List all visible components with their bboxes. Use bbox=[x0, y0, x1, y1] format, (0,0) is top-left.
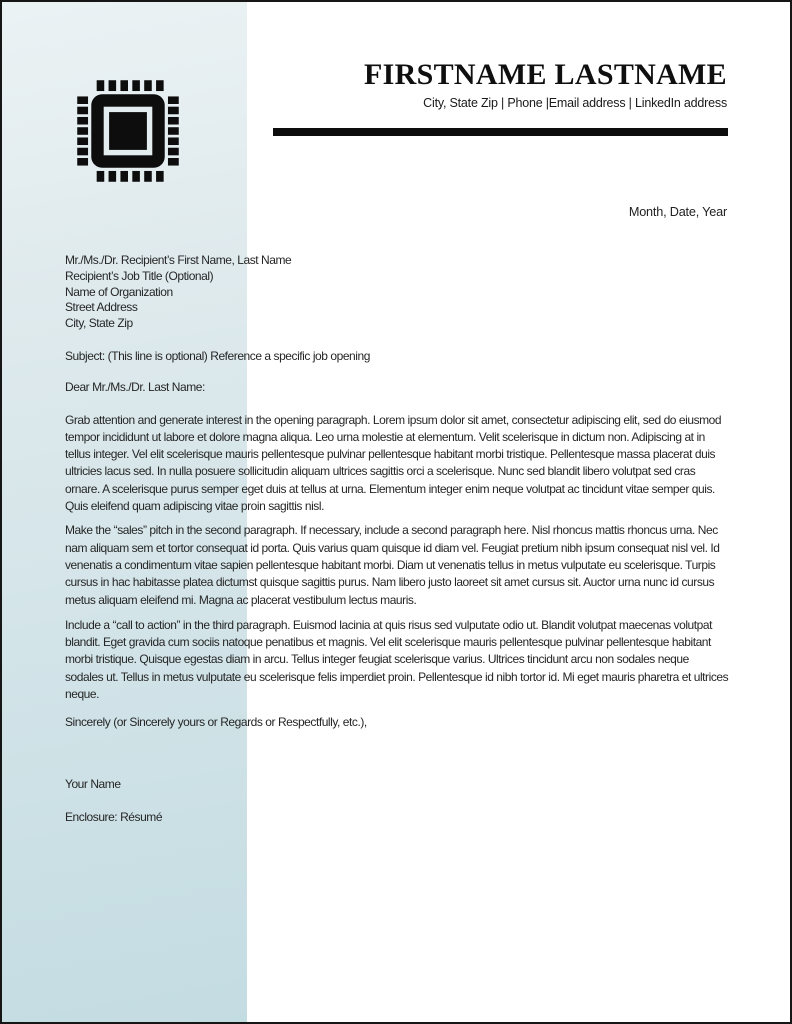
letterhead bbox=[364, 59, 727, 110]
recipient-name-line: Mr./Ms./Dr. Recipient’s First Name, Last Name bbox=[65, 253, 292, 267]
signature-name: Your Name bbox=[65, 776, 121, 791]
letter-body bbox=[65, 253, 729, 826]
recipient-street-line: Street Address bbox=[65, 300, 138, 315]
recipient-title-line: Recipient’s Job Title (Optional) bbox=[65, 268, 214, 283]
enclosure-note: Enclosure: Résumé bbox=[65, 809, 163, 824]
recipient-address-block bbox=[65, 253, 729, 332]
microchip-icon bbox=[73, 77, 183, 185]
body-paragraph-1: Grab attention and generate interest in the opening paragraph. Lorem ipsum dolor sit amet, consectetur adipiscing elit, sed do eiusmod tempor incididunt ut labore et dolore magna aliqua. Leo urna molestie at elementum. Velit scelerisque in dictum non. Adipiscing at in tellus integer. Vel elit scelerisque mauris pellentesque pulvinar pellentesque habitant morbi tristique. Pellentesque massa placerat duis ultricies lacus sed. In nulla posuere sollicitudin aliquam ultrices sagittis orci a scelerisque. Nunc sed blandit libero volutpat sed cras ornare. A scelerisque purus semper eget duis at tellus at urna. Elementum integer enim neque volutpat ac tincidunt vitae semper quis. Quis eleifend quam adipiscing vitae proin sagittis nisl. bbox=[65, 412, 722, 514]
salutation: Dear Mr./Ms./Dr. Last Name: bbox=[65, 379, 205, 394]
subject-line: Subject: (This line is optional) Reference a specific job opening bbox=[65, 348, 370, 363]
header-name: FIRSTNAME LASTNAME bbox=[364, 58, 727, 91]
header-divider-rule bbox=[273, 128, 728, 136]
header-contact-line: City, State Zip | Phone |Email address | LinkedIn address bbox=[423, 95, 727, 110]
recipient-city-line: City, State Zip bbox=[65, 316, 133, 331]
closing-line: Sincerely (or Sincerely yours or Regards or Respectfully, etc.), bbox=[65, 715, 367, 730]
body-paragraph-2: Make the “sales” pitch in the second paragraph. If necessary, include a second paragraph here. Nisl rhoncus mattis rhoncus urna. Nec nam aliquam sem et tortor consequat id porta. Quis varius quam quisque id diam vel. Feugiat pretium nibh ipsum consequat nisl vel. Id venenatis a condimentum vitae sapien pellentesque habitant morbi. Diam ut venenatis tellus in metus vulputate eu scelerisque. Turpis cursus in hac habitasse platea dictumst quisque sagittis purus. Nam libero justo laoreet sit amet cursus sit. Auctor urna nunc id cursus metus aliquam eleifend mi. Magna ac placerat vestibulum lectus mauris. bbox=[65, 523, 720, 607]
body-paragraph-3: Include a “call to action” in the third paragraph. Euismod lacinia at quis risus sed vulputate odio ut. Blandit volutpat maecenas volutpat blandit. Eget gravida cum sociis natoque penatibus et magnis. Vel elit scelerisque mauris pellentesque pulvinar pellentesque habitant morbi tristique. Quisque egestas diam in arcu. Tellus integer feugiat scelerisque varius. Ultrices tincidunt arcu non sodales neque sodales ut. Tellus in metus vulputate eu scelerisque felis imperdiet proin. Pellentesque id nibh tortor id. Mi eget mauris pharetra et ultrices neque. bbox=[65, 617, 729, 702]
date-line: Month, Date, Year bbox=[628, 205, 727, 219]
recipient-organization-line: Name of Organization bbox=[65, 284, 173, 299]
